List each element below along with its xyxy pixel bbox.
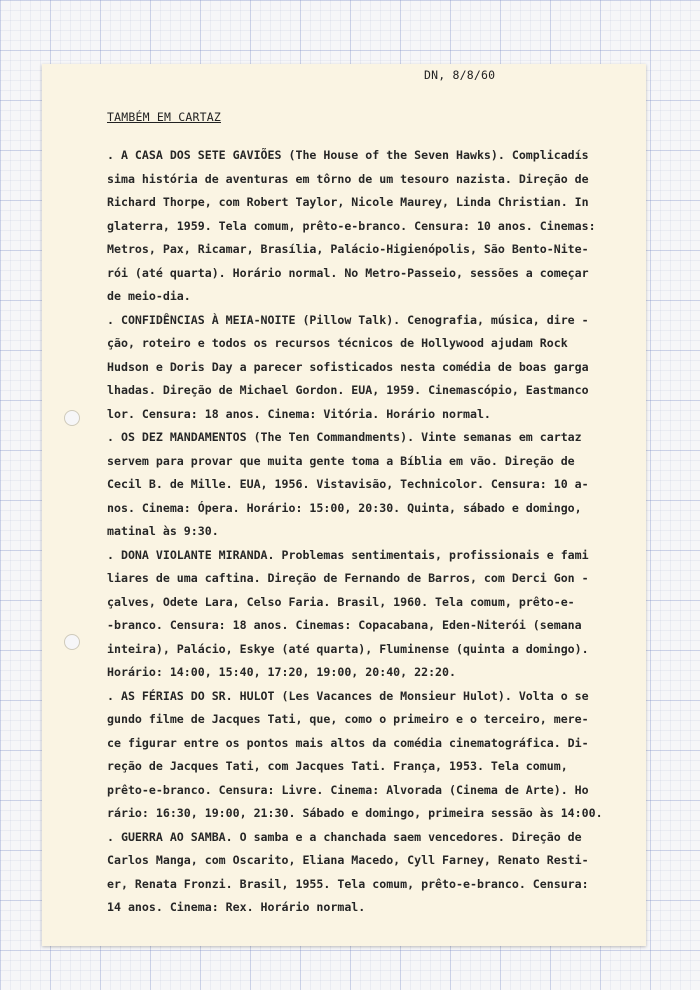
- text-line: Carlos Manga, com Oscarito, Eliana Macedo, Cyll Farney, Renato Resti-: [107, 853, 589, 867]
- text-line: gundo filme de Jacques Tati, que, como o primeiro e o terceiro, mere-: [107, 712, 589, 726]
- text-line: lhadas. Direção de Michael Gordon. EUA, 1959. Cinemascópio, Eastmanco: [107, 383, 589, 397]
- dateline: DN, 8/8/60: [424, 68, 496, 82]
- review-paragraph: [107, 685, 647, 826]
- review-paragraph: [107, 309, 647, 427]
- text-line: . GUERRA AO SAMBA. O samba e a chanchada saem vencedores. Direção de: [107, 829, 582, 844]
- typed-page: [42, 64, 646, 946]
- review-paragraph: [107, 544, 647, 685]
- text-line: . CONFIDÊNCIAS À MEIA-NOITE (Pillow Talk). Cenografia, música, dire -: [107, 312, 589, 327]
- review-paragraph: [107, 144, 647, 309]
- text-line: nos. Cinema: Ópera. Horário: 15:00, 20:30. Quinta, sábado e domingo,: [107, 500, 582, 515]
- text-line: çalves, Odete Lara, Celso Faria. Brasil, 1960. Tela comum, prêto-e-: [107, 594, 575, 609]
- review-paragraph: [107, 826, 647, 920]
- text-line: Hudson e Doris Day a parecer sofisticados nesta comédia de boas garga: [107, 359, 589, 374]
- text-line: rói (até quarta). Horário normal. No Metro-Passeio, sessões a começar: [107, 265, 589, 280]
- punch-hole: [64, 410, 80, 426]
- text-line: . AS FÉRIAS DO SR. HULOT (Les Vacances de Monsieur Hulot). Volta o se: [107, 688, 589, 703]
- text-line: 14 anos. Cinema: Rex. Horário normal.: [107, 900, 366, 914]
- text-line: Richard Thorpe, com Robert Taylor, Nicole Maurey, Linda Christian. In: [107, 195, 589, 209]
- text-line: Metros, Pax, Ricamar, Brasília, Palácio-Higienópolis, São Bento-Nite-: [107, 242, 589, 256]
- text-line: er, Renata Fronzi. Brasil, 1955. Tela comum, prêto-e-branco. Censura:: [107, 876, 589, 891]
- text-line: lor. Censura: 18 anos. Cinema: Vitória. Horário normal.: [107, 406, 491, 421]
- text-line: sima história de aventuras em tôrno de um tesouro nazista. Direção de: [107, 171, 589, 186]
- text-line: prêto-e-branco. Censura: Livre. Cinema: Alvorada (Cinema de Arte). Ho: [107, 782, 589, 797]
- text-line: . DONA VIOLANTE MIRANDA. Problemas sentimentais, profissionais e fami: [107, 547, 589, 562]
- text-line: . A CASA DOS SETE GAVIÕES (The House of the Seven Hawks). Complicadís: [107, 148, 589, 162]
- text-line: -branco. Censura: 18 anos. Cinemas: Copacabana, Eden-Niterói (semana: [107, 618, 582, 632]
- punch-hole: [64, 634, 80, 650]
- text-line: de meio-dia.: [107, 289, 191, 303]
- review-paragraph: [107, 426, 647, 544]
- review-list: [107, 144, 647, 920]
- text-line: reção de Jacques Tati, com Jacques Tati. França, 1953. Tela comum,: [107, 759, 568, 773]
- text-line: Cecil B. de Mille. EUA, 1956. Vistavisão, Technicolor. Censura: 10 a-: [107, 477, 589, 491]
- text-line: matinal às 9:30.: [107, 524, 219, 538]
- text-line: servem para provar que muita gente toma a Bíblia em vão. Direção de: [107, 453, 575, 468]
- text-line: . OS DEZ MANDAMENTOS (The Ten Commandments). Vinte semanas em cartaz: [107, 430, 582, 444]
- text-line: inteira), Palácio, Eskye (até quarta), Fluminense (quinta a domingo).: [107, 641, 589, 656]
- text-line: rário: 16:30, 19:00, 21:30. Sábado e domingo, primeira sessão às 14:00.: [107, 806, 603, 820]
- text-line: ce figurar entre os pontos mais altos da comédia cinematográfica. Di-: [107, 735, 589, 750]
- text-line: liares de uma caftina. Direção de Fernando de Barros, com Derci Gon -: [107, 571, 589, 585]
- page-title: TAMBÉM EM CARTAZ: [107, 110, 221, 124]
- text-line: Horário: 14:00, 15:40, 17:20, 19:00, 20:40, 22:20.: [107, 665, 457, 679]
- text-line: glaterra, 1959. Tela comum, prêto-e-branco. Censura: 10 anos. Cinemas:: [107, 218, 596, 233]
- text-line: ção, roteiro e todos os recursos técnicos de Hollywood ajudam Rock: [107, 336, 568, 350]
